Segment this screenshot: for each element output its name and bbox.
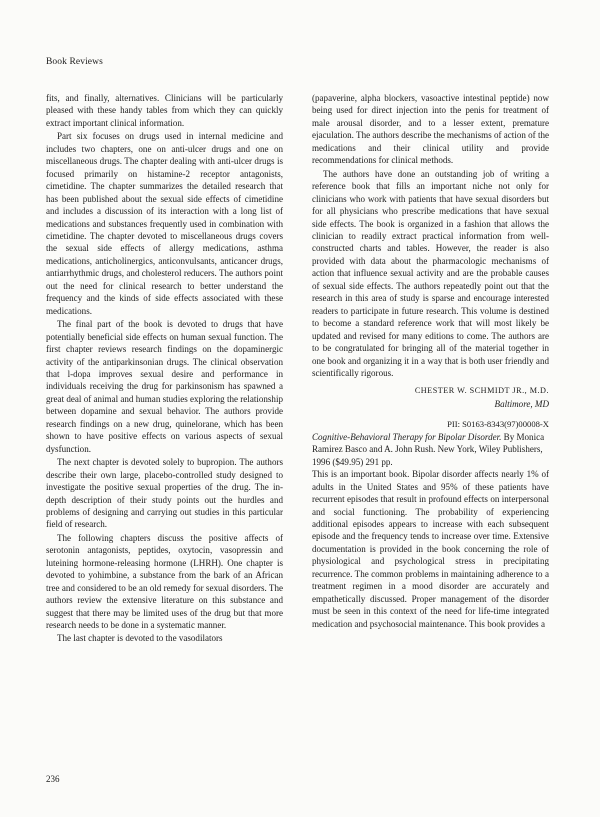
left-paragraph-3: The final part of the book is devoted to drugs that have potentially beneficial side effects on human sexual function. The first chapter reviews research findings on the dopaminergic activity of the antiparkinsonian drugs. The clinical observation that l-dopa improves sexual desire and performance in individuals receiving the drug for parkinsonism has spawned a great deal of animal and human studies exploring the relationship between dopamine and sexual behavior. The authors provide research findings on a new drug, quinelorane, which has been shown to have positive effects on various aspects of sexual dysfunction. — [46, 319, 283, 454]
right-paragraph-1: (papaverine, alpha blockers, vasoactive intestinal peptide) now being used for direct injection into the penis for treatment of male arousal disorder, and to a lesser extent, premature ejaculation. The authors describe the mechanisms of action of the medications and their clinical utility and provide recommendations for clinical methods. — [312, 93, 549, 166]
left-paragraph-6: The last chapter is devoted to the vasodilators — [57, 633, 223, 644]
second-review-text: This is an important book. Bipolar disorder affects nearly 1% of adults in the United States and 95% of these patients have recurrent episodes that result in profound effects on interpersonal and social functioning. The probability of experiencing additional episodes appears to increase with each subsequent episode and the frequency tends to increase over time. Extensive documentation is provided in the book concerning the role of physiological and psychological stress in precipitating recurrence. The common problems in maintaining adherence to a treatment regimen in a mood disorder are accurately and empathetically discussed. Proper management of the disorder must be seen in this context of the need for life-time integrated medication and psychosocial maintenance. This book provides a — [312, 469, 549, 629]
book-title: Cognitive-Behavioral Therapy for Bipolar Disorder. — [312, 431, 502, 442]
left-paragraph-1: fits, and finally, alternatives. Clinicians will be particularly pleased with these handy tables from which they can quickly extract important clinical information. — [46, 93, 283, 128]
reviewer-name: CHESTER W. SCHMIDT JR., M.D. — [414, 386, 549, 396]
pii-identifier: PII: S0163-8343(97)00008-X — [447, 419, 549, 430]
reviewer-signature — [312, 385, 549, 410]
left-paragraph-5: The following chapters discuss the positive affects of serotonin antagonists, peptides, oxytocin, vasopressin and luteining hormone-releasing hormone (LHRH). One chapter is devoted to yohimbine, a substance from the bark of an African tree and considered to be an old remedy for sexual disorders. The authors review the extensive literature on this substance and suggest that there may be limited uses of the drug but that more research needs to be done in a systematic manner. — [46, 532, 283, 631]
book-details: By Monica Ramirez Basco and A. John Rush. New York, Wiley Publishers, 1996 ($49.95) 291 pp. — [312, 431, 545, 467]
reviewer-location: Baltimore, MD — [494, 398, 549, 409]
running-head: Book Reviews — [46, 57, 103, 67]
page-number: 236 — [46, 774, 60, 784]
left-paragraph-4: The next chapter is devoted solely to bupropion. The authors describe their own large, placebo-controlled study designed to investigate the positive sexual properties of the drug. The in-depth description of their study points out the hurdles and problems of designing and carrying out studies in this particular field of research. — [46, 457, 283, 530]
book-citation — [312, 431, 549, 468]
right-column — [312, 92, 549, 630]
right-paragraph-2: The authors have done an outstanding job of writing a reference book that fills an important niche not only for clinicians who work with patients that have sexual disorders but for all physicians who prescribe medications that have sexual side effects. The book is organized in a fashion that allows the clinician to readily extract practical information from well-constructed charts and tables. However, the reader is also provided with data about the pharmacologic mechanisms of action that influence sexual activity and are the probable causes of sexual side effects. The authors repeatedly point out that the research in this area of study is sparse and encourage interested readers to participate in future research. This volume is destined to become a standard reference work that will most likely be updated and revised for many editions to come. The authors are to be congratulated for bringing all of the material together in one book and organizing it in a way that is both user friendly and scientifically rigorous. — [312, 168, 549, 378]
left-column — [46, 92, 283, 645]
left-paragraph-2: Part six focuses on drugs used in internal medicine and includes two chapters, one on anti-ulcer drugs and one on miscellaneous drugs. The chapter dealing with anti-ulcer drugs is focused primarily on histamine-2 receptor antagonists, cimetidine. The chapter summarizes the detailed research that has been published about the sexual side effects of cimetidine and includes a discussion of its interaction with a long list of medications and substances frequently used in combination with cimetidine. The chapter devoted to miscellaneous drugs covers the sexual side effects of allergy medications, asthma medications, anticholinergics, anticonvulsants, anticancer drugs, antiarrhythmic drugs, and cholesterol reducers. The authors point out the need for clinical research to better understand the frequency and the kinds of side effects associated with these medications. — [46, 131, 283, 316]
